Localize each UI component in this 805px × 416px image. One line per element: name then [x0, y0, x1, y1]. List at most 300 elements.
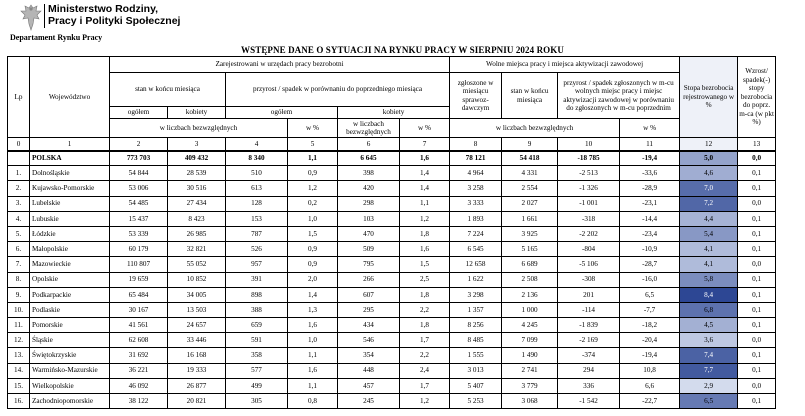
value-cell: 358 — [226, 348, 288, 363]
col-rate-change: Wzrost/ spadek(-) stopy bezrobocia do poprz. m-ca (w pkt %) — [738, 57, 776, 138]
row-number: 4. — [8, 211, 30, 226]
value-cell: -33,6 — [620, 166, 680, 181]
value-cell: 8 423 — [168, 211, 226, 226]
value-cell: 6,6 — [620, 378, 680, 393]
value-cell: 78 121 — [450, 151, 502, 166]
value-cell: 46 092 — [110, 378, 168, 393]
region-name: Mazowieckie — [30, 257, 110, 272]
region-name: Wielkopolskie — [30, 378, 110, 393]
value-cell: 2 554 — [502, 181, 558, 196]
value-cell: -1 326 — [558, 181, 620, 196]
unemployment-rate-cell: 7,0 — [680, 181, 738, 196]
value-cell: 31 692 — [110, 348, 168, 363]
value-cell: 0,1 — [738, 226, 776, 241]
value-cell: -18,2 — [620, 318, 680, 333]
value-cell: 12 658 — [450, 257, 502, 272]
value-cell: 38 122 — [110, 394, 168, 409]
value-cell: 388 — [226, 302, 288, 317]
column-index-cell: 2 — [110, 138, 168, 151]
value-cell: 54 844 — [110, 166, 168, 181]
value-cell: 7 224 — [450, 226, 502, 241]
value-cell: 0,1 — [738, 348, 776, 363]
polish-eagle-emblem-icon — [20, 2, 42, 32]
unemployment-rate-cell: 5,0 — [680, 151, 738, 166]
value-cell: 898 — [226, 287, 288, 302]
column-index-cell: 0 — [8, 138, 30, 151]
col-region: Województwo — [30, 57, 110, 138]
region-name: Śląskie — [30, 333, 110, 348]
value-cell: -804 — [558, 242, 620, 257]
region-name: Łódzkie — [30, 226, 110, 241]
region-name: Lubuskie — [30, 211, 110, 226]
value-cell: 0,9 — [288, 242, 338, 257]
value-cell: -14,4 — [620, 211, 680, 226]
table-row — [8, 363, 776, 378]
row-number: 3. — [8, 196, 30, 211]
value-cell: -1 001 — [558, 196, 620, 211]
value-cell: 55 052 — [168, 257, 226, 272]
col-vacancies-group: Wolne miejsca pracy i miejsca aktywizacji zawodowej — [450, 57, 680, 73]
value-cell: 398 — [338, 166, 400, 181]
table-row — [8, 378, 776, 393]
value-cell: 8 256 — [450, 318, 502, 333]
table-row — [8, 302, 776, 317]
value-cell: 7 099 — [502, 333, 558, 348]
region-name: Warmińsko-Mazurskie — [30, 363, 110, 378]
col-lp: Lp — [8, 57, 30, 138]
value-cell: 30 516 — [168, 181, 226, 196]
value-cell: 1,6 — [400, 151, 450, 166]
value-cell: 3 779 — [502, 378, 558, 393]
value-cell: -28,9 — [620, 181, 680, 196]
value-cell: 2 136 — [502, 287, 558, 302]
column-index-row — [8, 138, 776, 151]
table-row — [8, 211, 776, 226]
value-cell: -10,9 — [620, 242, 680, 257]
value-cell: 19 333 — [168, 363, 226, 378]
row-number: 1. — [8, 166, 30, 181]
value-cell: 5 407 — [450, 378, 502, 393]
value-cell: 2,0 — [288, 272, 338, 287]
column-index-cell: 6 — [338, 138, 400, 151]
value-cell: 591 — [226, 333, 288, 348]
table-row — [8, 394, 776, 409]
col-pct: w % — [288, 119, 338, 138]
value-cell: 659 — [226, 318, 288, 333]
value-cell: 1 490 — [502, 348, 558, 363]
value-cell: 41 561 — [110, 318, 168, 333]
value-cell: 19 659 — [110, 272, 168, 287]
value-cell: 1,1 — [288, 378, 338, 393]
unemployment-rate-cell: 2,9 — [680, 378, 738, 393]
value-cell: -2 513 — [558, 166, 620, 181]
col-unemployment-rate: Stopa bezrobocia rejestrowanego w % — [680, 57, 738, 138]
value-cell: 1,7 — [400, 378, 450, 393]
unemployment-rate-cell: 7,2 — [680, 196, 738, 211]
region-name: Zachodniopomorskie — [30, 394, 110, 409]
value-cell: 15 437 — [110, 211, 168, 226]
value-cell: -23,1 — [620, 196, 680, 211]
value-cell: 499 — [226, 378, 288, 393]
value-cell: 510 — [226, 166, 288, 181]
row-number: 6. — [8, 242, 30, 257]
region-name: Opolskie — [30, 272, 110, 287]
value-cell: 60 179 — [110, 242, 168, 257]
col-change-vs-prev: przyrost / spadek w porównaniu do poprzedniego miesiąca — [226, 73, 450, 107]
region-name: Kujawsko-Pomorskie — [30, 181, 110, 196]
value-cell: 0,1 — [738, 394, 776, 409]
labour-market-table — [7, 56, 776, 409]
value-cell: 1,4 — [288, 287, 338, 302]
value-cell: 3 298 — [450, 287, 502, 302]
value-cell: 448 — [338, 363, 400, 378]
value-cell: 1,4 — [400, 181, 450, 196]
value-cell: 1,1 — [288, 348, 338, 363]
column-index-cell: 10 — [558, 138, 620, 151]
ministry-name — [48, 3, 180, 27]
value-cell: -19,4 — [620, 151, 680, 166]
unemployment-rate-cell: 4,1 — [680, 242, 738, 257]
col-abs-numbers-women: w liczbach bezwzględnych — [338, 119, 400, 138]
unemployment-rate-cell: 6,5 — [680, 394, 738, 409]
region-name: Pomorskie — [30, 318, 110, 333]
value-cell: 773 703 — [110, 151, 168, 166]
value-cell: 1,0 — [288, 211, 338, 226]
value-cell: 2 508 — [502, 272, 558, 287]
value-cell: -7,7 — [620, 302, 680, 317]
value-cell: 577 — [226, 363, 288, 378]
region-name: POLSKA — [30, 151, 110, 166]
value-cell: 1,5 — [400, 257, 450, 272]
value-cell: 787 — [226, 226, 288, 241]
row-number: 16. — [8, 394, 30, 409]
value-cell: 0,9 — [288, 257, 338, 272]
value-cell: 1,2 — [400, 394, 450, 409]
value-cell: 613 — [226, 181, 288, 196]
table-row — [8, 348, 776, 363]
value-cell: -308 — [558, 272, 620, 287]
value-cell: 470 — [338, 226, 400, 241]
column-index-cell: 3 — [168, 138, 226, 151]
value-cell: 2,5 — [400, 272, 450, 287]
value-cell: 33 446 — [168, 333, 226, 348]
value-cell: 1,3 — [288, 302, 338, 317]
value-cell: 294 — [558, 363, 620, 378]
value-cell: 2,2 — [400, 302, 450, 317]
unemployment-rate-cell: 7,7 — [680, 363, 738, 378]
value-cell: 1,8 — [400, 226, 450, 241]
value-cell: 305 — [226, 394, 288, 409]
value-cell: 0,0 — [738, 257, 776, 272]
value-cell: 6 689 — [502, 257, 558, 272]
value-cell: 0,1 — [738, 211, 776, 226]
value-cell: 8 485 — [450, 333, 502, 348]
value-cell: 10 852 — [168, 272, 226, 287]
value-cell: 62 608 — [110, 333, 168, 348]
value-cell: 2 027 — [502, 196, 558, 211]
value-cell: 298 — [338, 196, 400, 211]
value-cell: 10,8 — [620, 363, 680, 378]
region-name: Lubelskie — [30, 196, 110, 211]
value-cell: 795 — [338, 257, 400, 272]
value-cell: -318 — [558, 211, 620, 226]
value-cell: 354 — [338, 348, 400, 363]
ministry-name-line1: Ministerstwo Rodziny, — [48, 3, 159, 15]
value-cell: 30 167 — [110, 302, 168, 317]
row-number — [8, 151, 30, 166]
value-cell: 1,6 — [400, 242, 450, 257]
value-cell: 3 013 — [450, 363, 502, 378]
col-women: kobiety — [168, 107, 226, 119]
value-cell: 53 006 — [110, 181, 168, 196]
value-cell: 266 — [338, 272, 400, 287]
page-title: WSTĘPNE DANE O SYTUACJI NA RYNKU PRACY W SIERPNIU 2024 ROKU — [241, 45, 564, 55]
row-number: 10. — [8, 302, 30, 317]
value-cell: 509 — [338, 242, 400, 257]
value-cell: -23,4 — [620, 226, 680, 241]
table-row — [8, 166, 776, 181]
table-row — [8, 257, 776, 272]
value-cell: 0,2 — [288, 196, 338, 211]
row-number: 15. — [8, 378, 30, 393]
col-change-women: kobiety — [338, 107, 450, 119]
value-cell: 20 821 — [168, 394, 226, 409]
region-name: Podlaskie — [30, 302, 110, 317]
value-cell: 54 418 — [502, 151, 558, 166]
value-cell: 65 484 — [110, 287, 168, 302]
unemployment-rate-cell: 8,4 — [680, 287, 738, 302]
value-cell: 6,5 — [620, 287, 680, 302]
value-cell: -5 106 — [558, 257, 620, 272]
col-pct-vacancies: w % — [620, 119, 680, 138]
col-abs-numbers-vacancies: w liczbach bezwzględnych — [450, 119, 620, 138]
value-cell: 3 068 — [502, 394, 558, 409]
unemployment-rate-cell: 4,1 — [680, 257, 738, 272]
value-cell: 546 — [338, 333, 400, 348]
unemployment-rate-cell: 4,4 — [680, 211, 738, 226]
value-cell: 420 — [338, 181, 400, 196]
row-number: 9. — [8, 287, 30, 302]
value-cell: 53 339 — [110, 226, 168, 241]
value-cell: 5 253 — [450, 394, 502, 409]
value-cell: 0,0 — [738, 378, 776, 393]
row-number: 11. — [8, 318, 30, 333]
row-number: 5. — [8, 226, 30, 241]
value-cell: 1,1 — [400, 196, 450, 211]
value-cell: -114 — [558, 302, 620, 317]
column-index-cell: 5 — [288, 138, 338, 151]
value-cell: 8 340 — [226, 151, 288, 166]
table-row — [8, 196, 776, 211]
unemployment-rate-cell: 5,4 — [680, 226, 738, 241]
column-index-cell: 7 — [400, 138, 450, 151]
value-cell: 295 — [338, 302, 400, 317]
value-cell: 2,2 — [400, 348, 450, 363]
row-number: 14. — [8, 363, 30, 378]
col-change-total: ogółem — [226, 107, 338, 119]
value-cell: 3 925 — [502, 226, 558, 241]
value-cell: 391 — [226, 272, 288, 287]
value-cell: 4 964 — [450, 166, 502, 181]
value-cell: 1 000 — [502, 302, 558, 317]
unemployment-rate-cell: 4,6 — [680, 166, 738, 181]
value-cell: 3 258 — [450, 181, 502, 196]
value-cell: 1,1 — [288, 151, 338, 166]
value-cell: 1,5 — [288, 226, 338, 241]
value-cell: 4 331 — [502, 166, 558, 181]
value-cell: 457 — [338, 378, 400, 393]
value-cell: -28,7 — [620, 257, 680, 272]
row-number: 8. — [8, 272, 30, 287]
value-cell: 5 165 — [502, 242, 558, 257]
value-cell: -20,4 — [620, 333, 680, 348]
value-cell: 6 645 — [338, 151, 400, 166]
value-cell: 128 — [226, 196, 288, 211]
value-cell: 526 — [226, 242, 288, 257]
value-cell: 0,1 — [738, 166, 776, 181]
table-row — [8, 181, 776, 196]
table-row — [8, 333, 776, 348]
value-cell: -16,0 — [620, 272, 680, 287]
value-cell: 0,9 — [288, 166, 338, 181]
value-cell: -22,7 — [620, 394, 680, 409]
ministry-name-line2: Pracy i Polityki Społecznej — [48, 15, 181, 27]
value-cell: -18 785 — [558, 151, 620, 166]
value-cell: 4 245 — [502, 318, 558, 333]
value-cell: 245 — [338, 394, 400, 409]
region-name: Małopolskie — [30, 242, 110, 257]
value-cell: 0,1 — [738, 242, 776, 257]
value-cell: 36 221 — [110, 363, 168, 378]
value-cell: 201 — [558, 287, 620, 302]
value-cell: 0,1 — [738, 181, 776, 196]
value-cell: 103 — [338, 211, 400, 226]
column-index-cell: 1 — [30, 138, 110, 151]
department-name: Departament Rynku Pracy — [10, 33, 103, 42]
column-index-cell: 13 — [738, 138, 776, 151]
value-cell: 28 539 — [168, 166, 226, 181]
unemployment-rate-cell: 7,4 — [680, 348, 738, 363]
value-cell: 1,8 — [400, 318, 450, 333]
value-cell: 27 434 — [168, 196, 226, 211]
value-cell: 1,8 — [400, 287, 450, 302]
value-cell: 434 — [338, 318, 400, 333]
value-cell: 0,0 — [738, 151, 776, 166]
table-row — [8, 318, 776, 333]
col-registered-group: Zarejestrowani w urzędach pracy bezrobotni — [110, 57, 450, 73]
value-cell: 0,1 — [738, 287, 776, 302]
value-cell: -2 202 — [558, 226, 620, 241]
value-cell: 1,0 — [288, 333, 338, 348]
row-number: 12. — [8, 333, 30, 348]
value-cell: 1,4 — [400, 166, 450, 181]
column-index-cell: 4 — [226, 138, 288, 151]
value-cell: 1 555 — [450, 348, 502, 363]
column-index-cell: 11 — [620, 138, 680, 151]
value-cell: 0,1 — [738, 318, 776, 333]
value-cell: 1 893 — [450, 211, 502, 226]
value-cell: 607 — [338, 287, 400, 302]
value-cell: 409 432 — [168, 151, 226, 166]
value-cell: 16 168 — [168, 348, 226, 363]
column-index-cell: 8 — [450, 138, 502, 151]
col-total: ogółem — [110, 107, 168, 119]
value-cell: 13 503 — [168, 302, 226, 317]
value-cell: 957 — [226, 257, 288, 272]
value-cell: -2 169 — [558, 333, 620, 348]
value-cell: 26 877 — [168, 378, 226, 393]
value-cell: 2,4 — [400, 363, 450, 378]
value-cell: 1,7 — [400, 333, 450, 348]
unemployment-rate-cell: 4,5 — [680, 318, 738, 333]
col-reported-monthly: zgłoszone w miesiącu sprawoz-dawczym — [450, 73, 502, 119]
table-row — [8, 287, 776, 302]
value-cell: 0,1 — [738, 272, 776, 287]
col-abs-numbers: w liczbach bezwzględnych — [110, 119, 288, 138]
unemployment-rate-cell: 3,6 — [680, 333, 738, 348]
unemployment-rate-cell: 6,8 — [680, 302, 738, 317]
value-cell: 6 545 — [450, 242, 502, 257]
region-name: Świętokrzyskie — [30, 348, 110, 363]
value-cell: 24 657 — [168, 318, 226, 333]
table-row — [8, 226, 776, 241]
value-cell: 153 — [226, 211, 288, 226]
value-cell: 0,8 — [288, 394, 338, 409]
value-cell: 26 985 — [168, 226, 226, 241]
value-cell: 2 741 — [502, 363, 558, 378]
value-cell: 1,6 — [288, 363, 338, 378]
value-cell: 0,1 — [738, 302, 776, 317]
table-body — [8, 151, 776, 409]
total-row — [8, 151, 776, 166]
col-stock-end-month: stan w końcu miesiąca — [110, 73, 226, 107]
row-number: 7. — [8, 257, 30, 272]
value-cell: -1 542 — [558, 394, 620, 409]
value-cell: -1 839 — [558, 318, 620, 333]
col-vacancy-change: przyrost / spadek zgłoszonych w m-cu wolnych miejsc pracy i miejsc aktywizacji zawodowej w porównaniu do zgłoszonych w m-cu poprzednim — [558, 73, 680, 119]
table-row — [8, 272, 776, 287]
value-cell: 336 — [558, 378, 620, 393]
ministry-header — [6, 2, 206, 34]
unemployment-rate-cell: 5,8 — [680, 272, 738, 287]
table-row — [8, 242, 776, 257]
col-pct-women: w % — [400, 119, 450, 138]
value-cell: 110 807 — [110, 257, 168, 272]
value-cell: 1 357 — [450, 302, 502, 317]
row-number: 13. — [8, 348, 30, 363]
value-cell: 32 821 — [168, 242, 226, 257]
region-name: Dolnośląskie — [30, 166, 110, 181]
value-cell: 1,2 — [400, 211, 450, 226]
value-cell: -19,4 — [620, 348, 680, 363]
value-cell: 0,0 — [738, 333, 776, 348]
value-cell: 1 622 — [450, 272, 502, 287]
value-cell: 1 661 — [502, 211, 558, 226]
row-number: 2. — [8, 181, 30, 196]
region-name: Podkarpackie — [30, 287, 110, 302]
column-index-cell: 9 — [502, 138, 558, 151]
value-cell: 0,1 — [738, 363, 776, 378]
value-cell: 0,0 — [738, 196, 776, 211]
col-vacancy-stock: stan w końcu miesiąca — [502, 73, 558, 119]
value-cell: -374 — [558, 348, 620, 363]
value-cell: 54 485 — [110, 196, 168, 211]
column-index-cell: 12 — [680, 138, 738, 151]
value-cell: 1,6 — [288, 318, 338, 333]
value-cell: 34 005 — [168, 287, 226, 302]
value-cell: 3 333 — [450, 196, 502, 211]
value-cell: 1,2 — [288, 181, 338, 196]
